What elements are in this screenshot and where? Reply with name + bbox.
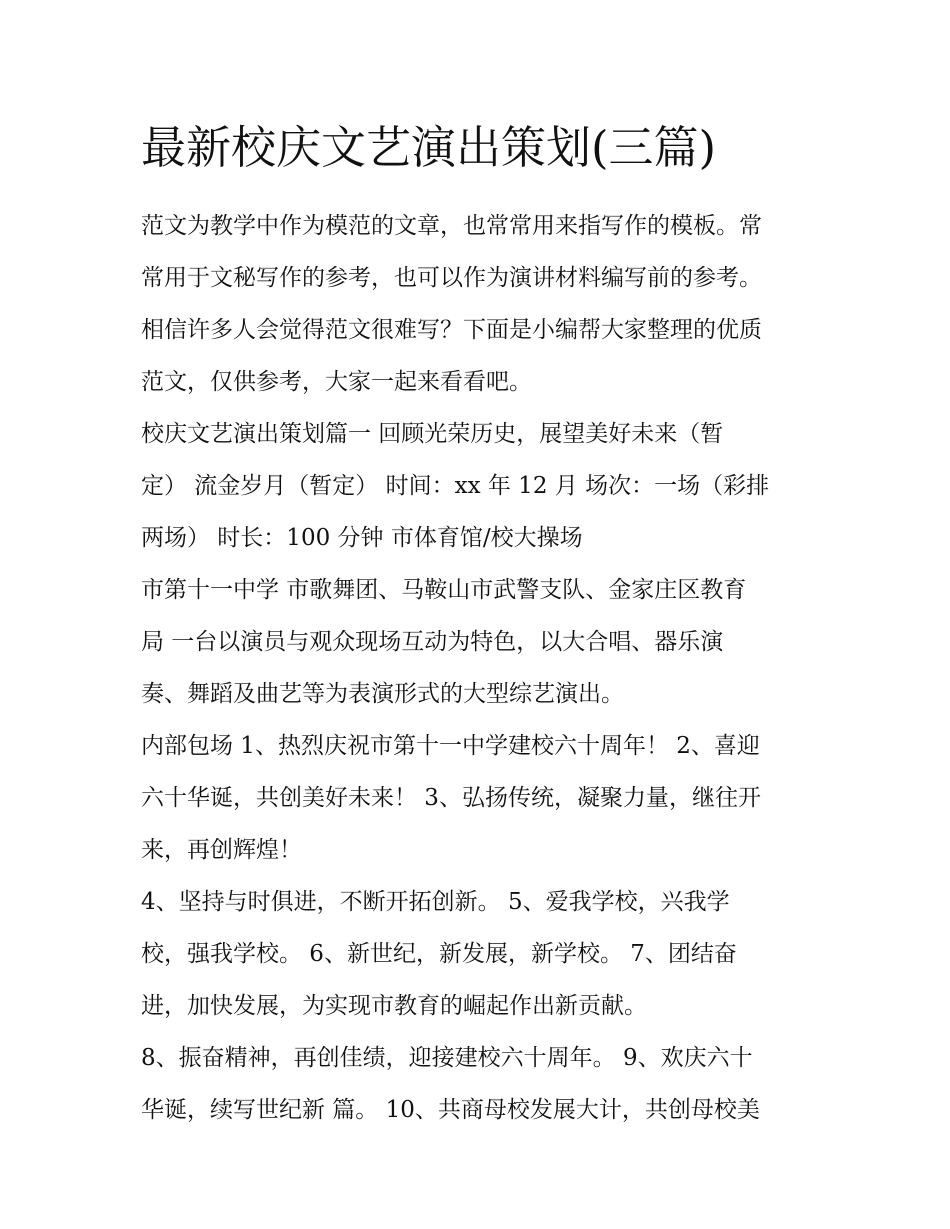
text-line: 六十华诞，共创美好未来！ 3、弘扬传统，凝聚力量，继往开 [141,785,761,811]
paragraph-organizers [141,564,813,720]
document-title: 最新校庆文艺演出策划(三篇) [141,121,717,174]
text-line: 4、坚持与时俱进，不断开拓创新。 5、爱我学校，兴我学 [141,889,730,915]
text-line: 奏、舞蹈及曲艺等为表演形式的大型综艺演出。 [141,681,624,707]
text-line: 相信许多人会觉得范文很难写？下面是小编帮大家整理的优质 [141,317,762,343]
document-body [141,200,813,1136]
text-line: 来，再创辉煌！ [141,837,302,863]
paragraph-slogans-1 [141,720,813,876]
text-line: 局 一台以演员与观众现场互动为特色，以大合唱、器乐演 [141,629,724,655]
text-line: 8、振奋精神，再创佳绩，迎接建校六十周年。 9、欢庆六十 [141,1045,753,1071]
text-line: 两场） 时长：100 分钟 市体育馆/校大操场 [141,525,583,551]
text-line: 范文，仅供参考，大家一起来看看吧。 [141,369,532,395]
text-line: 华诞，续写世纪新 篇。 10、共商母校发展大计，共创母校美 [141,1097,760,1123]
text-line: 常用于文秘写作的参考，也可以作为演讲材料编写前的参考。 [141,265,762,291]
paragraph-intro [141,200,813,408]
paragraph-slogans-3 [141,1032,813,1136]
paragraph-slogans-2 [141,876,813,1032]
text-line: 定） 流金岁月（暂定） 时间：xx 年 12 月 场次：一场（彩排 [141,473,770,499]
text-line: 校，强我学校。 6、新世纪，新发展，新学校。 7、团结奋 [141,941,737,967]
paragraph-event-info [141,408,813,564]
text-line: 市第十一中学 市歌舞团、马鞍山市武警支队、金家庄区教育 [141,577,747,603]
text-line: 校庆文艺演出策划篇一 回顾光荣历史，展望美好未来（暂 [141,421,724,447]
text-line: 进，加快发展，为实现市教育的崛起作出新贡献。 [141,993,647,1019]
text-line: 范文为教学中作为模范的文章，也常常用来指写作的模板。常 [141,213,762,239]
text-line: 内部包场 1、热烈庆祝市第十一中学建校六十周年！ 2、喜迎 [141,733,760,759]
